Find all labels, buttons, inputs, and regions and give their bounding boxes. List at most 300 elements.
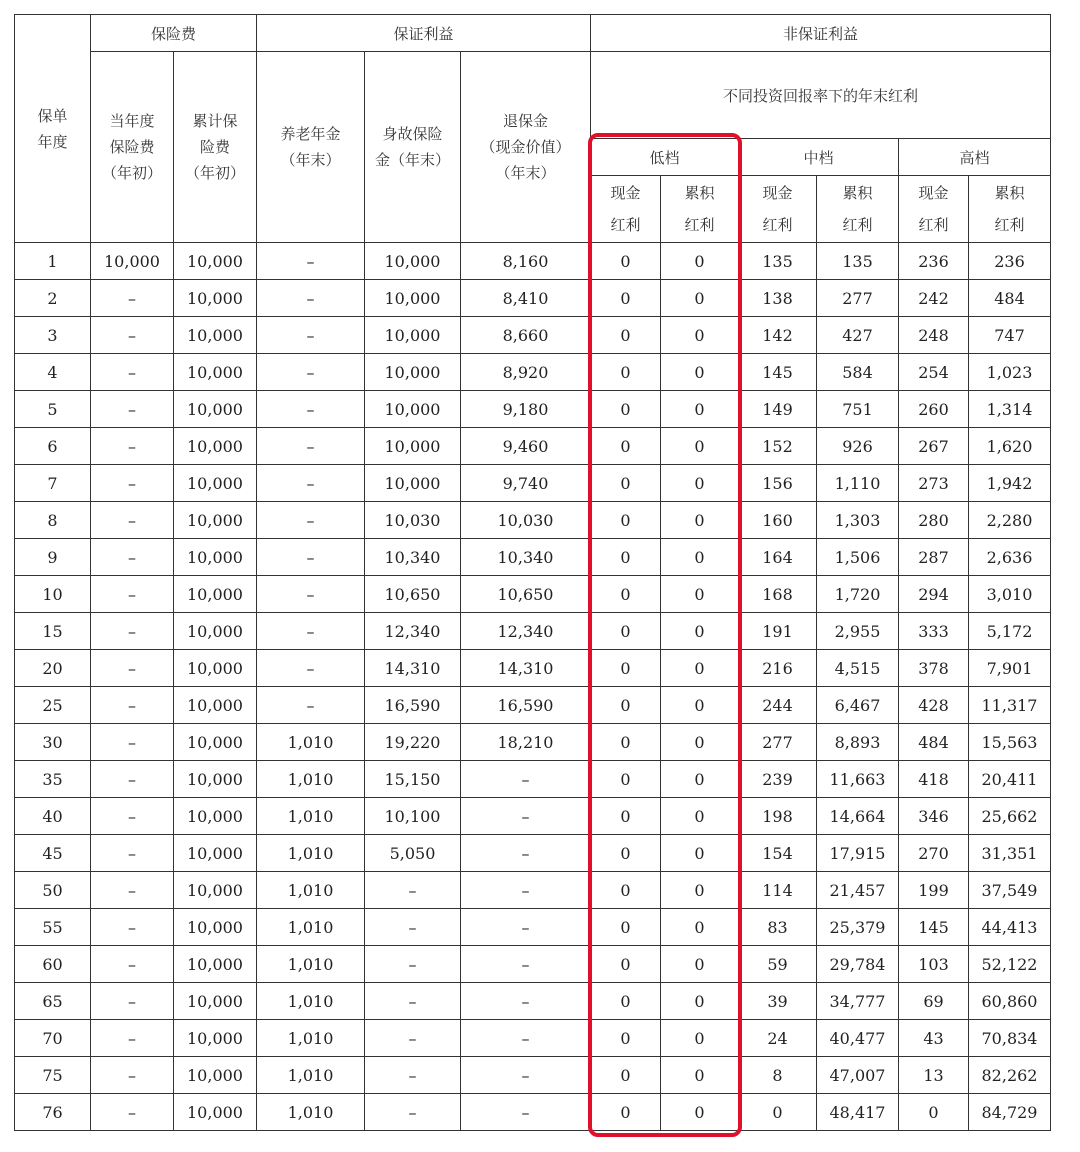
cell-death-benefit: – [365, 946, 461, 983]
cell-high-cash: 346 [899, 798, 969, 835]
cell-low-cash: 0 [591, 798, 661, 835]
cell-mid-cash: 114 [739, 872, 817, 909]
cell-policy-year: 40 [15, 798, 91, 835]
cell-high-cash: 484 [899, 724, 969, 761]
cell-annual-premium: – [91, 761, 174, 798]
cell-high-accum: 747 [969, 317, 1051, 354]
cell-low-accum: 0 [661, 761, 739, 798]
cell-high-cash: 428 [899, 687, 969, 724]
table-row [15, 835, 1051, 872]
cell-high-cash: 378 [899, 650, 969, 687]
cell-high-accum: 31,351 [969, 835, 1051, 872]
cell-high-accum: 11,317 [969, 687, 1051, 724]
cell-high-accum: 1,023 [969, 354, 1051, 391]
cell-low-cash: 0 [591, 280, 661, 317]
header-surrender-value: 退保金 （现金价值） （年末） [461, 52, 591, 243]
cell-cumulative-premium: 10,000 [174, 909, 257, 946]
cell-low-cash: 0 [591, 909, 661, 946]
cell-policy-year: 30 [15, 724, 91, 761]
table-row [15, 983, 1051, 1020]
cell-pension: – [257, 650, 365, 687]
cell-mid-cash: 149 [739, 391, 817, 428]
table-row [15, 687, 1051, 724]
cell-mid-cash: 39 [739, 983, 817, 1020]
header-high-accum: 累积 红利 [969, 176, 1051, 243]
cell-policy-year: 8 [15, 502, 91, 539]
cell-high-accum: 20,411 [969, 761, 1051, 798]
cell-cumulative-premium: 10,000 [174, 391, 257, 428]
cell-annual-premium: – [91, 650, 174, 687]
cell-low-cash: 0 [591, 946, 661, 983]
cell-pension: – [257, 613, 365, 650]
cell-policy-year: 15 [15, 613, 91, 650]
cell-pension: – [257, 502, 365, 539]
cell-low-accum: 0 [661, 909, 739, 946]
table-row [15, 317, 1051, 354]
cell-annual-premium: – [91, 909, 174, 946]
cell-policy-year: 6 [15, 428, 91, 465]
cell-low-cash: 0 [591, 354, 661, 391]
cell-cumulative-premium: 10,000 [174, 613, 257, 650]
table-row [15, 650, 1051, 687]
cell-low-accum: 0 [661, 391, 739, 428]
cell-cumulative-premium: 10,000 [174, 687, 257, 724]
cell-mid-cash: 145 [739, 354, 817, 391]
cell-annual-premium: – [91, 687, 174, 724]
cell-low-cash: 0 [591, 243, 661, 280]
cell-low-cash: 0 [591, 1020, 661, 1057]
cell-annual-premium: – [91, 1057, 174, 1094]
header-tier-low: 低档 [591, 139, 739, 176]
cell-policy-year: 5 [15, 391, 91, 428]
cell-annual-premium: – [91, 539, 174, 576]
cell-high-cash: 260 [899, 391, 969, 428]
cell-mid-cash: 198 [739, 798, 817, 835]
cell-mid-accum: 6,467 [817, 687, 899, 724]
cell-mid-accum: 427 [817, 317, 899, 354]
cell-death-benefit: 10,650 [365, 576, 461, 613]
cell-low-cash: 0 [591, 761, 661, 798]
cell-high-accum: 60,860 [969, 983, 1051, 1020]
cell-pension: 1,010 [257, 909, 365, 946]
cell-cumulative-premium: 10,000 [174, 1057, 257, 1094]
cell-annual-premium: – [91, 1020, 174, 1057]
cell-death-benefit: 10,000 [365, 428, 461, 465]
cell-cumulative-premium: 10,000 [174, 539, 257, 576]
cell-mid-accum: 40,477 [817, 1020, 899, 1057]
cell-cumulative-premium: 10,000 [174, 1020, 257, 1057]
cell-mid-accum: 584 [817, 354, 899, 391]
table-row [15, 1020, 1051, 1057]
cell-low-accum: 0 [661, 243, 739, 280]
table-row [15, 798, 1051, 835]
cell-cumulative-premium: 10,000 [174, 317, 257, 354]
cell-high-accum: 7,901 [969, 650, 1051, 687]
cell-low-accum: 0 [661, 576, 739, 613]
cell-low-cash: 0 [591, 428, 661, 465]
cell-pension: – [257, 280, 365, 317]
table-body [15, 243, 1051, 1131]
cell-low-accum: 0 [661, 1057, 739, 1094]
cell-death-benefit: 12,340 [365, 613, 461, 650]
cell-policy-year: 75 [15, 1057, 91, 1094]
cell-mid-accum: 1,506 [817, 539, 899, 576]
cell-mid-cash: 24 [739, 1020, 817, 1057]
cell-high-accum: 2,280 [969, 502, 1051, 539]
cell-policy-year: 50 [15, 872, 91, 909]
cell-high-cash: 273 [899, 465, 969, 502]
cell-mid-accum: 21,457 [817, 872, 899, 909]
cell-low-cash: 0 [591, 983, 661, 1020]
cell-pension: 1,010 [257, 761, 365, 798]
cell-low-accum: 0 [661, 613, 739, 650]
cell-death-benefit: 10,000 [365, 465, 461, 502]
cell-high-accum: 82,262 [969, 1057, 1051, 1094]
cell-policy-year: 20 [15, 650, 91, 687]
cell-cumulative-premium: 10,000 [174, 428, 257, 465]
cell-policy-year: 1 [15, 243, 91, 280]
cell-death-benefit: 14,310 [365, 650, 461, 687]
cell-low-accum: 0 [661, 502, 739, 539]
cell-cumulative-premium: 10,000 [174, 946, 257, 983]
cell-high-cash: 267 [899, 428, 969, 465]
header-nonguaranteed-group: 非保证利益 [591, 15, 1051, 52]
cell-surrender-value: 10,340 [461, 539, 591, 576]
cell-low-accum: 0 [661, 983, 739, 1020]
cell-mid-cash: 164 [739, 539, 817, 576]
cell-pension: 1,010 [257, 872, 365, 909]
cell-mid-accum: 1,303 [817, 502, 899, 539]
cell-low-cash: 0 [591, 391, 661, 428]
cell-cumulative-premium: 10,000 [174, 1094, 257, 1131]
table-wrapper [14, 14, 1051, 1131]
cell-annual-premium: – [91, 724, 174, 761]
cell-policy-year: 7 [15, 465, 91, 502]
cell-surrender-value: 14,310 [461, 650, 591, 687]
cell-policy-year: 45 [15, 835, 91, 872]
cell-death-benefit: 10,030 [365, 502, 461, 539]
cell-annual-premium: – [91, 576, 174, 613]
cell-low-accum: 0 [661, 317, 739, 354]
cell-annual-premium: – [91, 465, 174, 502]
benefit-table [14, 14, 1051, 1131]
cell-high-accum: 1,942 [969, 465, 1051, 502]
cell-cumulative-premium: 10,000 [174, 983, 257, 1020]
cell-pension: – [257, 576, 365, 613]
cell-high-accum: 484 [969, 280, 1051, 317]
cell-high-cash: 69 [899, 983, 969, 1020]
cell-surrender-value: – [461, 835, 591, 872]
cell-low-cash: 0 [591, 613, 661, 650]
cell-low-cash: 0 [591, 650, 661, 687]
cell-surrender-value: 10,030 [461, 502, 591, 539]
header-pension: 养老年金 （年末） [257, 52, 365, 243]
cell-mid-accum: 277 [817, 280, 899, 317]
cell-cumulative-premium: 10,000 [174, 650, 257, 687]
cell-high-accum: 5,172 [969, 613, 1051, 650]
cell-high-accum: 25,662 [969, 798, 1051, 835]
table-row [15, 1057, 1051, 1094]
cell-surrender-value: 12,340 [461, 613, 591, 650]
cell-mid-accum: 17,915 [817, 835, 899, 872]
cell-annual-premium: – [91, 872, 174, 909]
cell-low-accum: 0 [661, 724, 739, 761]
cell-mid-cash: 0 [739, 1094, 817, 1131]
header-cumulative-premium: 累计保 险费 （年初） [174, 52, 257, 243]
cell-mid-accum: 47,007 [817, 1057, 899, 1094]
cell-mid-cash: 216 [739, 650, 817, 687]
cell-pension: – [257, 428, 365, 465]
cell-high-accum: 1,314 [969, 391, 1051, 428]
cell-low-cash: 0 [591, 687, 661, 724]
header-mid-accum: 累积 红利 [817, 176, 899, 243]
cell-low-accum: 0 [661, 428, 739, 465]
cell-high-cash: 0 [899, 1094, 969, 1131]
cell-policy-year: 60 [15, 946, 91, 983]
cell-mid-cash: 244 [739, 687, 817, 724]
cell-surrender-value: 10,650 [461, 576, 591, 613]
cell-annual-premium: – [91, 613, 174, 650]
cell-high-accum: 2,636 [969, 539, 1051, 576]
cell-mid-cash: 83 [739, 909, 817, 946]
cell-death-benefit: 10,340 [365, 539, 461, 576]
cell-surrender-value: – [461, 983, 591, 1020]
cell-death-benefit: 10,100 [365, 798, 461, 835]
cell-annual-premium: – [91, 391, 174, 428]
cell-high-accum: 52,122 [969, 946, 1051, 983]
cell-low-cash: 0 [591, 317, 661, 354]
cell-pension: 1,010 [257, 1094, 365, 1131]
cell-high-accum: 15,563 [969, 724, 1051, 761]
cell-mid-accum: 1,720 [817, 576, 899, 613]
cell-high-cash: 145 [899, 909, 969, 946]
cell-death-benefit: – [365, 1094, 461, 1131]
cell-pension: 1,010 [257, 835, 365, 872]
cell-low-accum: 0 [661, 465, 739, 502]
cell-high-accum: 37,549 [969, 872, 1051, 909]
cell-annual-premium: – [91, 983, 174, 1020]
cell-death-benefit: – [365, 983, 461, 1020]
cell-annual-premium: – [91, 428, 174, 465]
cell-annual-premium: – [91, 317, 174, 354]
cell-high-cash: 199 [899, 872, 969, 909]
cell-mid-cash: 152 [739, 428, 817, 465]
cell-cumulative-premium: 10,000 [174, 724, 257, 761]
cell-high-accum: 3,010 [969, 576, 1051, 613]
cell-cumulative-premium: 10,000 [174, 280, 257, 317]
table-row [15, 909, 1051, 946]
cell-policy-year: 55 [15, 909, 91, 946]
header-tier-high: 高档 [899, 139, 1051, 176]
cell-cumulative-premium: 10,000 [174, 243, 257, 280]
table-row [15, 354, 1051, 391]
cell-death-benefit: – [365, 872, 461, 909]
cell-low-accum: 0 [661, 354, 739, 391]
cell-surrender-value: – [461, 946, 591, 983]
cell-high-cash: 254 [899, 354, 969, 391]
table-row [15, 465, 1051, 502]
header-low-accum: 累积 红利 [661, 176, 739, 243]
cell-death-benefit: 10,000 [365, 243, 461, 280]
table-row [15, 724, 1051, 761]
cell-mid-accum: 4,515 [817, 650, 899, 687]
cell-policy-year: 70 [15, 1020, 91, 1057]
cell-death-benefit: 10,000 [365, 391, 461, 428]
cell-death-benefit: – [365, 909, 461, 946]
table-row [15, 946, 1051, 983]
cell-policy-year: 4 [15, 354, 91, 391]
cell-surrender-value: 8,160 [461, 243, 591, 280]
cell-annual-premium: – [91, 280, 174, 317]
header-premium-group: 保险费 [91, 15, 257, 52]
cell-death-benefit: – [365, 1057, 461, 1094]
cell-surrender-value: – [461, 1094, 591, 1131]
cell-low-cash: 0 [591, 502, 661, 539]
cell-mid-cash: 239 [739, 761, 817, 798]
cell-mid-cash: 160 [739, 502, 817, 539]
cell-low-cash: 0 [591, 539, 661, 576]
cell-mid-accum: 8,893 [817, 724, 899, 761]
cell-policy-year: 35 [15, 761, 91, 798]
cell-high-cash: 242 [899, 280, 969, 317]
cell-pension: – [257, 687, 365, 724]
cell-surrender-value: 9,460 [461, 428, 591, 465]
cell-high-cash: 287 [899, 539, 969, 576]
header-high-cash: 现金 红利 [899, 176, 969, 243]
cell-high-cash: 13 [899, 1057, 969, 1094]
cell-death-benefit: 5,050 [365, 835, 461, 872]
cell-death-benefit: – [365, 1020, 461, 1057]
table-row [15, 391, 1051, 428]
cell-pension: 1,010 [257, 983, 365, 1020]
cell-annual-premium: – [91, 354, 174, 391]
cell-death-benefit: 10,000 [365, 280, 461, 317]
header-death-benefit: 身故保险 金（年末） [365, 52, 461, 243]
cell-policy-year: 65 [15, 983, 91, 1020]
cell-annual-premium: – [91, 835, 174, 872]
cell-mid-cash: 8 [739, 1057, 817, 1094]
cell-pension: – [257, 243, 365, 280]
table-row [15, 1094, 1051, 1131]
cell-high-cash: 418 [899, 761, 969, 798]
cell-low-cash: 0 [591, 724, 661, 761]
header-dividend-sub: 不同投资回报率下的年末红利 [591, 52, 1051, 139]
table-row [15, 613, 1051, 650]
header-guaranteed-group: 保证利益 [257, 15, 591, 52]
cell-death-benefit: 19,220 [365, 724, 461, 761]
cell-low-cash: 0 [591, 1057, 661, 1094]
cell-high-cash: 333 [899, 613, 969, 650]
cell-policy-year: 2 [15, 280, 91, 317]
cell-high-cash: 236 [899, 243, 969, 280]
cell-cumulative-premium: 10,000 [174, 576, 257, 613]
cell-high-cash: 280 [899, 502, 969, 539]
cell-low-accum: 0 [661, 835, 739, 872]
cell-pension: – [257, 317, 365, 354]
cell-low-accum: 0 [661, 798, 739, 835]
table-row [15, 761, 1051, 798]
cell-high-cash: 248 [899, 317, 969, 354]
cell-low-cash: 0 [591, 465, 661, 502]
cell-low-cash: 0 [591, 576, 661, 613]
cell-surrender-value: 8,660 [461, 317, 591, 354]
cell-low-accum: 0 [661, 1094, 739, 1131]
header-mid-cash: 现金 红利 [739, 176, 817, 243]
cell-pension: 1,010 [257, 724, 365, 761]
cell-policy-year: 25 [15, 687, 91, 724]
header-low-cash: 现金 红利 [591, 176, 661, 243]
cell-cumulative-premium: 10,000 [174, 798, 257, 835]
cell-annual-premium: – [91, 946, 174, 983]
cell-cumulative-premium: 10,000 [174, 761, 257, 798]
cell-mid-accum: 14,664 [817, 798, 899, 835]
cell-mid-accum: 1,110 [817, 465, 899, 502]
cell-high-cash: 270 [899, 835, 969, 872]
cell-low-cash: 0 [591, 1094, 661, 1131]
cell-low-accum: 0 [661, 872, 739, 909]
cell-policy-year: 9 [15, 539, 91, 576]
cell-surrender-value: 18,210 [461, 724, 591, 761]
cell-low-accum: 0 [661, 280, 739, 317]
cell-low-accum: 0 [661, 946, 739, 983]
cell-pension: 1,010 [257, 1057, 365, 1094]
table-row [15, 539, 1051, 576]
table-row [15, 243, 1051, 280]
cell-cumulative-premium: 10,000 [174, 835, 257, 872]
header-annual-premium: 当年度 保险费 （年初） [91, 52, 174, 243]
cell-high-accum: 84,729 [969, 1094, 1051, 1131]
cell-pension: 1,010 [257, 946, 365, 983]
cell-pension: – [257, 354, 365, 391]
table-row [15, 872, 1051, 909]
cell-surrender-value: 9,740 [461, 465, 591, 502]
cell-surrender-value: 16,590 [461, 687, 591, 724]
cell-low-cash: 0 [591, 872, 661, 909]
cell-high-accum: 44,413 [969, 909, 1051, 946]
cell-low-accum: 0 [661, 539, 739, 576]
cell-mid-cash: 59 [739, 946, 817, 983]
header-tier-mid: 中档 [739, 139, 899, 176]
cell-death-benefit: 16,590 [365, 687, 461, 724]
cell-mid-cash: 142 [739, 317, 817, 354]
cell-surrender-value: 8,410 [461, 280, 591, 317]
cell-high-accum: 1,620 [969, 428, 1051, 465]
cell-pension: – [257, 465, 365, 502]
cell-mid-accum: 34,777 [817, 983, 899, 1020]
cell-mid-accum: 29,784 [817, 946, 899, 983]
cell-annual-premium: 10,000 [91, 243, 174, 280]
cell-surrender-value: – [461, 909, 591, 946]
cell-surrender-value: – [461, 798, 591, 835]
cell-cumulative-premium: 10,000 [174, 465, 257, 502]
cell-low-accum: 0 [661, 687, 739, 724]
table-row [15, 280, 1051, 317]
cell-mid-cash: 191 [739, 613, 817, 650]
cell-mid-cash: 138 [739, 280, 817, 317]
cell-policy-year: 10 [15, 576, 91, 613]
table-row [15, 502, 1051, 539]
cell-death-benefit: 15,150 [365, 761, 461, 798]
cell-mid-cash: 277 [739, 724, 817, 761]
cell-surrender-value: 9,180 [461, 391, 591, 428]
cell-high-cash: 294 [899, 576, 969, 613]
cell-surrender-value: – [461, 872, 591, 909]
cell-high-accum: 70,834 [969, 1020, 1051, 1057]
cell-surrender-value: – [461, 761, 591, 798]
cell-mid-accum: 25,379 [817, 909, 899, 946]
cell-policy-year: 3 [15, 317, 91, 354]
cell-mid-accum: 926 [817, 428, 899, 465]
